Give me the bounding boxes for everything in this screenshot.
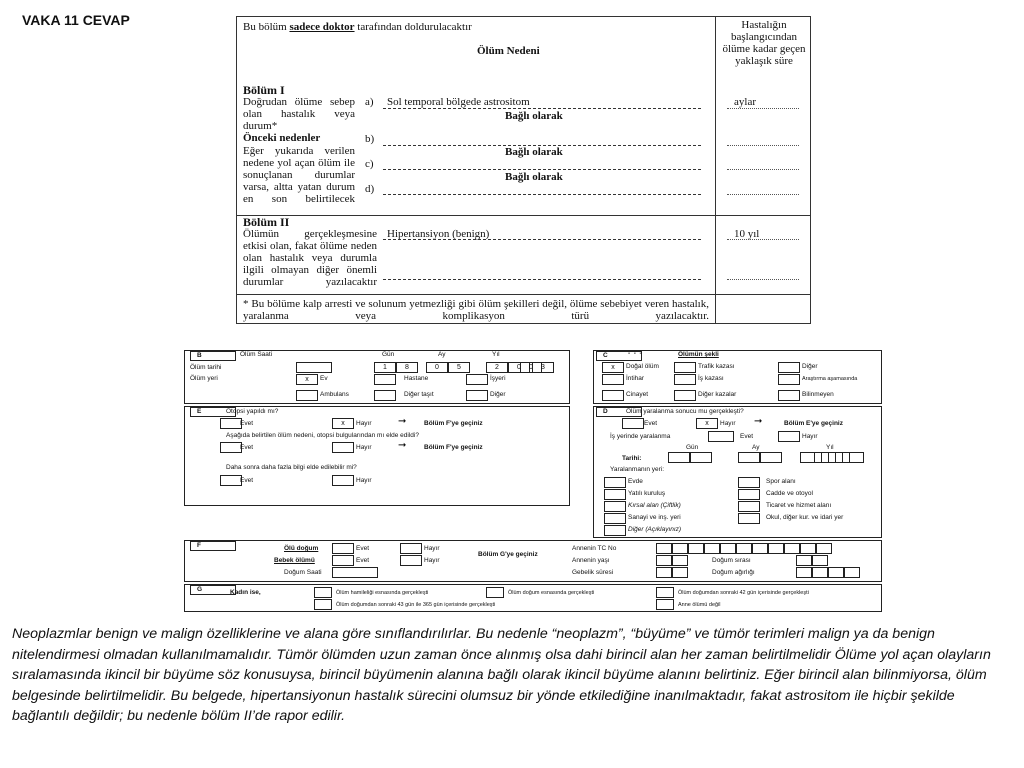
autopsy-yes-checkbox[interactable] [220,418,242,429]
goto-section-f-note: Bölüm F'ye geçiniz [424,420,483,427]
injury-date-digit[interactable] [690,452,712,463]
injury-date-digit[interactable] [738,452,760,463]
mother-id-digit[interactable] [784,543,800,554]
other-vehicle-checkbox[interactable] [374,390,396,401]
year-label: Yıl [492,351,500,358]
birth-order-digit[interactable] [796,555,812,566]
mother-id-digit[interactable] [736,543,752,554]
injury-no-label: Hayır [720,420,736,427]
injury-date-digit[interactable] [668,452,690,463]
place-road-label: Cadde ve otoyol [766,490,813,497]
postpartum-365-checkbox[interactable] [314,599,332,610]
ambulance-label: Ambulans [320,391,349,398]
work-accident-checkbox[interactable] [674,374,696,385]
hospital-label: Hastane [404,375,429,382]
injury-place-label: Yaralanmanın yeri: [610,466,665,473]
injury-date-digit[interactable] [760,452,782,463]
home-label: Ev [320,375,328,382]
autopsy-question: Otopsi yapıldı mı? [226,408,279,415]
mother-age-digit[interactable] [656,555,672,566]
workplace-injury-no-checkbox[interactable] [778,431,800,442]
death-cause-heading: Ölüm Nedeni [477,45,540,57]
gestation-digit[interactable] [656,567,672,578]
home-checkbox[interactable]: x [296,374,318,385]
slide-title: VAKA 11 CEVAP [22,12,130,28]
place-other-label: Diğer (Açıklayınız) [628,526,682,533]
stillbirth-yes-checkbox[interactable] [332,543,354,554]
death-date-label: Ölüm tarihi [190,364,222,371]
date-digit[interactable]: 8 [396,362,418,373]
workplace-label: İşyeri [490,375,506,382]
birth-time-label: Doğum Saati [284,569,322,576]
duration-header: Hastalığın başlangıcından ölüme kadar geçen yaklaşık süre [722,19,806,67]
more-info-no-checkbox[interactable] [332,475,354,486]
birth-weight-digit[interactable] [812,567,828,578]
work-accident-label: İş kazası [698,375,724,382]
infant-death-no-label: Hayır [424,557,440,564]
injury-no-checkbox[interactable]: x [696,418,718,429]
place-rural-checkbox[interactable] [604,501,626,512]
place-commerce-checkbox[interactable] [738,501,760,512]
duration-part2: 10 yıl [734,228,760,240]
workplace-checkbox[interactable] [466,374,488,385]
mother-age-label: Annenin yaşı [572,557,610,564]
part2-title: Bölüm II [243,215,290,229]
more-info-yes-checkbox[interactable] [220,475,242,486]
prior-causes-title: Önceki nedenler [243,132,321,144]
date-digit[interactable]: 5 [448,362,470,373]
arrow-right-icon: ➞ [754,416,763,427]
other-place-label: Diğer [490,391,506,398]
traffic-label: Trafik kazası [698,363,735,370]
date-digit[interactable]: 0 [508,362,530,373]
place-school-label: Okul, diğer kur. ve idari yer [766,514,844,521]
mother-id-digit[interactable] [800,543,816,554]
goto-section-f-note: Bölüm F'ye geçiniz [424,444,483,451]
unknown-checkbox[interactable] [778,390,800,401]
table-header-note: Bu bölüm sadece doktor tarafından doldurulacaktır [243,21,472,33]
birth-order-digit[interactable] [812,555,828,566]
injury-yes-checkbox[interactable] [622,418,644,429]
stillbirth-no-checkbox[interactable] [400,543,422,554]
section-b-tag: B [190,351,236,361]
findings-no-label: Hayır [356,444,372,451]
natural-death-checkbox[interactable]: x [602,362,624,373]
injury-date-label: Tarihi: [622,455,642,462]
autopsy-findings-question: Aşağıda belirtilen ölüm nedeni, otopsi bulgularından mı elde edildi? [226,432,419,439]
mother-id-digit[interactable] [672,543,688,554]
autopsy-yes-label: Evet [240,420,254,427]
birth-weight-label: Doğum ağırlığı [712,569,755,576]
date-digit[interactable]: 0 [426,362,448,373]
manner-of-death-title: Ölümün şekli [678,351,719,358]
suicide-checkbox[interactable] [602,374,624,385]
gestation-digit[interactable] [672,567,688,578]
workplace-injury-label: İş yerinde yaralanma [610,433,671,440]
delivery-death-label: Ölüm doğum esnasında gerçekleşti [508,590,595,596]
birth-weight-digit[interactable] [844,567,860,578]
month-label: Ay [438,351,446,358]
place-institution-label: Yatılı kuruluş [628,490,666,497]
under-investigation-label: Araştırma aşamasında [802,376,858,382]
mother-age-digit[interactable] [672,555,688,566]
cause-line-a: Sol temporal bölgede astrositom [387,96,530,108]
part1-description: Doğrudan ölüme sebep olan hastalık veya durum* [243,96,355,132]
other-manner-checkbox[interactable] [778,362,800,373]
not-maternal-label: Anne ölümü değil [678,602,721,608]
part2-description: Ölümün gerçekleşmesine etkisi olan, fakat ölüme neden olan hastalık veya durumla ilgili olmayan diğer önemli durumlar yazılacaktır [243,228,377,288]
infant-death-yes-checkbox[interactable] [332,555,354,566]
natural-death-label: Doğal ölüm [626,363,659,370]
autopsy-no-label: Hayır [356,420,372,427]
linked-label-3: Bağlı olarak [505,171,563,183]
findings-yes-checkbox[interactable] [220,442,242,453]
goto-section-e-note: Bölüm E'ye geçiniz [784,420,843,427]
place-home-label: Evde [628,478,643,485]
infant-death-label: Bebek ölümü [274,557,315,564]
place-industry-label: Sanayi ve inş. yeri [628,514,681,521]
section-d-tag: D [596,407,642,417]
arrow-right-icon: ➞ [398,440,407,451]
place-other-checkbox[interactable] [604,525,626,536]
autopsy-no-checkbox[interactable]: x [332,418,354,429]
death-place-label: Ölüm yeri [190,375,218,382]
mother-id-digit[interactable] [768,543,784,554]
postpartum-42-checkbox[interactable] [656,587,674,598]
injury-month-label: Ay [752,444,760,451]
birth-time-field[interactable] [332,567,378,578]
place-home-checkbox[interactable] [604,477,626,488]
suicide-label: İntihar [626,375,645,382]
injury-year-label: Yıl [826,444,834,451]
stillbirth-label: Ölü doğum [284,545,319,552]
cause-part2: Hipertansiyon (benign) [387,228,490,240]
line-letter-d: d) [365,183,375,195]
place-commerce-label: Ticaret ve hizmet alanı [766,502,832,509]
date-digit[interactable]: 1 [374,362,396,373]
gestation-label: Gebelik süresi [572,569,614,576]
place-rural-label: Kırsal alan (Çiftlik) [628,502,681,509]
findings-no-checkbox[interactable] [332,442,354,453]
birth-weight-digit[interactable] [828,567,844,578]
goto-section-g-note: Bölüm G'ye geçiniz [478,551,538,558]
part1-title: Bölüm I [243,83,285,97]
date-digit[interactable]: 0 [520,362,542,373]
injury-day-label: Gün [686,444,699,451]
birth-weight-digit[interactable] [796,567,812,578]
place-sports-label: Spor alanı [766,478,796,485]
section-f-tag: F [190,541,236,551]
birth-order-label: Doğum sırası [712,557,751,564]
traffic-checkbox[interactable] [674,362,696,373]
place-school-checkbox[interactable] [738,513,760,524]
ambulance-checkbox[interactable] [296,390,318,401]
place-sports-checkbox[interactable] [738,477,760,488]
date-digit[interactable]: 3 [532,362,554,373]
death-time-label: Ölüm Saati [240,351,273,358]
section-e-tag: E [190,407,236,417]
under-investigation-checkbox[interactable] [778,374,800,385]
findings-yes-label: Evet [240,444,254,451]
infant-death-no-checkbox[interactable] [400,555,422,566]
infant-death-yes-label: Evet [356,557,370,564]
postpartum-365-label: Ölüm doğumdan sonraki 43 gün ile 365 gün içerisinde gerçekleşti [336,602,496,608]
explanation-paragraph: Neoplazmlar benign ve malign özelliklerine ve alana göre sınıflandırılırlar. Bu nedenle “neoplazm”, “büyüme” ve tümör terimleri malign ya da benign nitelendirmesi olmadan kullanılmamalıdır. Tümör ölümden uzun zaman önce alınmış olsa dahi birincil alan her zaman belirtilmelidir Ölüme yol açan olayların sıralamasında ikincil bir büyüme söz konusuysa, birincil büyümenin alanına bağlı olarak ikincil büyüme alanını belirtiniz. Eğer birincil alan bilinmiyorsa, ölüm belgesinde belirtilmelidir. Bu belgede, hipertansiyonun hastalık sürecini olumsuz bir yönde etkilediğine inanılmaktadır, fakat astrositom ile hiçbir şekilde bağlantılı değildir; bu nedenle bölüm II’de rapor edilir. [12,626,991,724]
homicide-checkbox[interactable] [602,390,624,401]
death-cause-table [236,16,811,324]
postpartum-42-label: Ölüm doğumdan sonraki 42 gün içerisinde gerçekleşti [678,590,809,596]
pregnancy-death-checkbox[interactable] [314,587,332,598]
section-g-tag: G [190,585,236,595]
mother-id-digit[interactable] [656,543,672,554]
workplace-injury-no-label: Hayır [802,433,818,440]
death-time-field[interactable] [296,362,332,373]
other-accident-checkbox[interactable] [674,390,696,401]
hospital-checkbox[interactable] [374,374,396,385]
place-industry-checkbox[interactable] [604,513,626,524]
arrow-right-icon: ➞ [398,416,407,427]
workplace-injury-yes-label: Evet [740,433,754,440]
mother-id-digit[interactable] [704,543,720,554]
workplace-injury-yes-checkbox[interactable] [708,431,734,442]
section-c-tag: C [596,351,642,361]
unknown-label: Bilinmeyen [802,391,834,398]
line-letter-b: b) [365,133,375,145]
linked-label-2: Bağlı olarak [505,146,563,158]
not-maternal-checkbox[interactable] [656,599,674,610]
duration-a: aylar [734,96,756,108]
prior-causes-description: Eğer yukarıda verilen nedene yol açan ölüm ile sonuçlanan durumlar varsa, altta yatan durum en son belirtilecek [243,145,355,205]
homicide-label: Cinayet [626,391,649,398]
if-female-label: Kadın ise, [230,589,261,596]
delivery-death-checkbox[interactable] [486,587,504,598]
mother-id-digit[interactable] [816,543,832,554]
pregnancy-death-label: Ölüm hamileliği esnasında gerçekleşti [336,590,429,596]
date-digit[interactable]: 2 [486,362,508,373]
other-vehicle-label: Diğer taşıt [404,391,434,398]
more-info-no-label: Hayır [356,477,372,484]
injury-date-digit[interactable] [842,452,864,463]
line-letter-c: c) [365,158,374,170]
line-letter-a: a) [365,96,374,108]
linked-label-1: Bağlı olarak [505,110,563,122]
injury-yes-label: Evet [644,420,658,427]
mother-id-digit[interactable] [688,543,704,554]
injury-question: Ölüm yaralanma sonucu mu gerçekleşti? [626,408,744,415]
place-institution-checkbox[interactable] [604,489,626,500]
other-place-checkbox[interactable] [466,390,488,401]
other-manner-label: Diğer [802,363,818,370]
mother-id-digit[interactable] [752,543,768,554]
more-info-question: Daha sonra daha fazla bilgi elde edilebilir mi? [226,464,357,471]
stillbirth-yes-label: Evet [356,545,370,552]
day-label: Gün [382,351,395,358]
more-info-yes-label: Evet [240,477,254,484]
stillbirth-no-label: Hayır [424,545,440,552]
other-accident-label: Diğer kazalar [698,391,737,398]
place-road-checkbox[interactable] [738,489,760,500]
mother-id-label: Annenin TC No [572,545,617,552]
table-footnote: * Bu bölüme kalp arresti ve solunum yetmezliği gibi ölüm şekilleri değil, ölüme sebebiyet veren hastalık, yaralanma veya komplikasyon türü yazılacaktır. [243,298,709,322]
mother-id-digit[interactable] [720,543,736,554]
